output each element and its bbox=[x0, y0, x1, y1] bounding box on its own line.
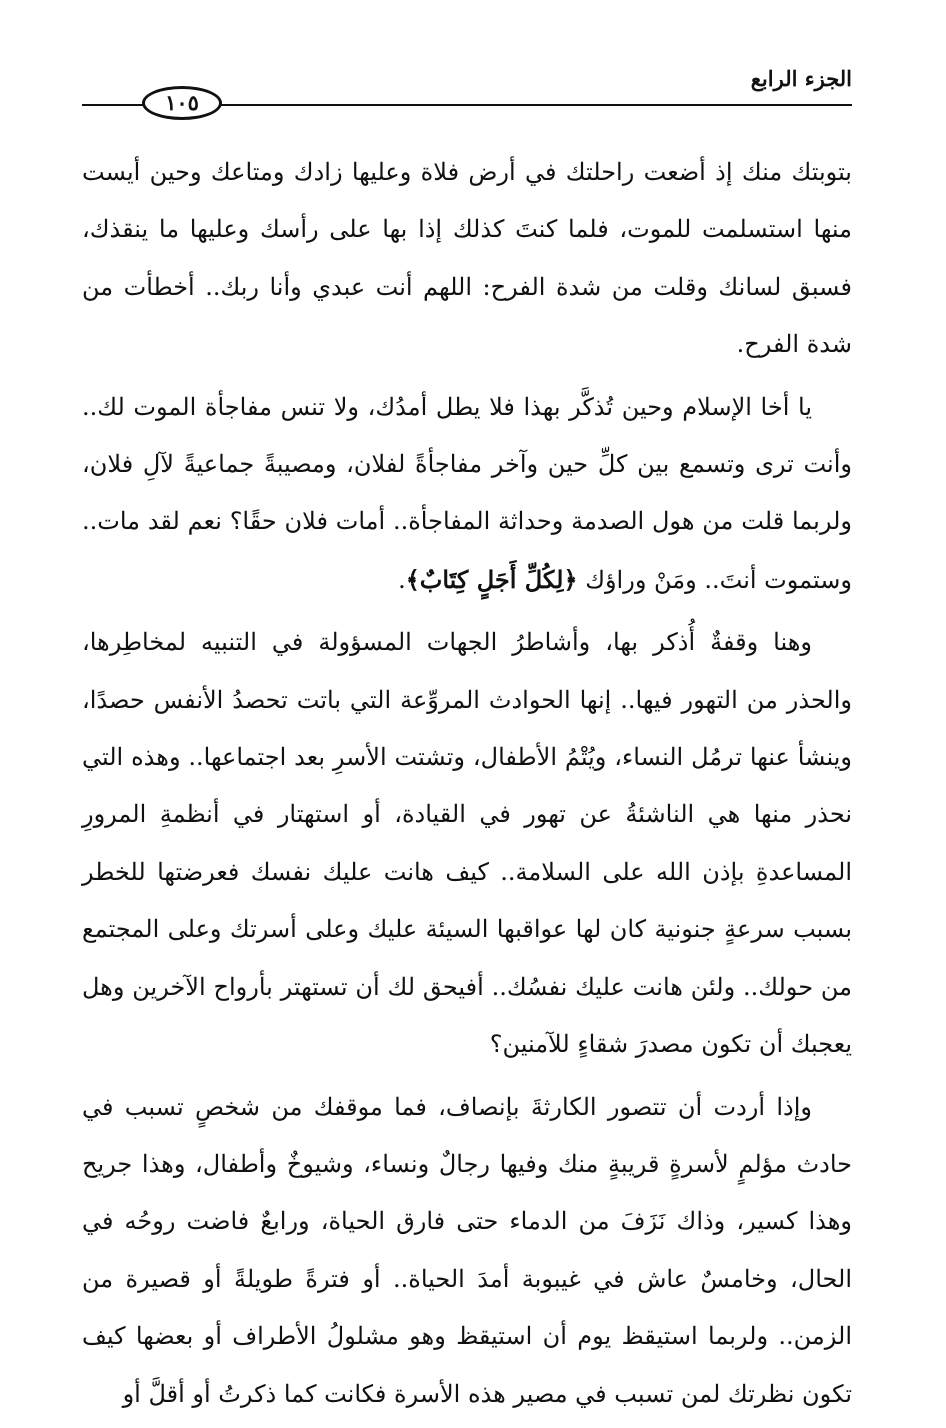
page-body bbox=[82, 144, 852, 1428]
paragraph-4 bbox=[82, 1079, 852, 1423]
paragraph-text: بتوبتك منك إذ أضعت راحلتك في أرض فلاة وعليها زادك ومتاعك وحين أيست منها استسلمت للموت، فلما كنتَ كذلك إذا بها على رأسك وعليها ما ينقذك، فسبق لسانك وقلت من شدة الفرح: اللهم أنت عبدي وأنا ربك.. أخطأت من شدة الفرح. bbox=[82, 158, 852, 359]
paragraph-2 bbox=[82, 379, 852, 610]
quran-verse: ﴿لِكُلِّ أَجَلٍ كِتَابٌ﴾ bbox=[405, 564, 578, 594]
paragraph-3 bbox=[82, 614, 852, 1073]
paragraph-end: . bbox=[398, 565, 406, 594]
paragraph-1 bbox=[82, 144, 852, 374]
page-number: ١٠٥ bbox=[142, 86, 222, 120]
page-header bbox=[82, 66, 852, 128]
paragraph-text: يا أخا الإسلام وحين تُذكَّر بهذا فلا يطل أمدُك، ولا تنس مفاجأة الموت لك.. وأنت ترى وتسمع بين كلِّ حين وآخر مفاجأةً لفلان، ومصيبةً جماعيةً لآلِ فلان، ولربما قلت من هول الصدمة وحداثة المفاجأة.. أمات فلان حقًا؟ نعم لقد مات.. وستموت أنتَ.. ومَنْ وراؤك bbox=[82, 392, 852, 594]
paragraph-text: وإذا أردت أن تتصور الكارثةَ بإنصاف، فما موقفك من شخصٍ تسبب في حادث مؤلمٍ لأسرةٍ قريبةٍ منك وفيها رجالٌ ونساء، وشيوخٌ وأطفال، وهذا جريح وهذا كسير، وذاك نَزَفَ من الدماء حتى فارق الحياة، ورابعٌ فاضت روحُه في الحال، وخامسٌ عاش في غيبوبة أمدَ الحياة.. أو فترةً طويلةً أو قصيرة من الزمن.. ولربما استيقظ يوم أن استيقظ وهو مشلولُ الأطراف أو بعضها كيف تكون نظرتك لمن تسبب في مصير هذه الأسرة فكانت كما ذكرتُ أو أقلَّ أو bbox=[82, 1092, 852, 1408]
running-title: الجزء الرابع bbox=[750, 66, 852, 91]
paragraph-text: وهنا وقفةٌ أُذكر بها، وأشاطرُ الجهات المسؤولة في التنبيه لمخاطِرها، والحذر من التهور فيها.. إنها الحوادث المروِّعة التي باتت تحصدُ الأنفس حصدًا، وينشأ عنها ترمُل النساء، ويُتْمُ الأطفال، وتشتت الأسرِ بعد اجتماعها.. وهذه التي نحذر منها هي الناشئةُ عن تهور في القيادة، أو استهتار في أنظمةِ المرورِ المساعدةِ بإذن الله على السلامة.. كيف هانت عليك نفسك فعرضتها للخطر بسبب سرعةٍ جنونية كان لها عواقبها السيئة عليك وعلى أسرتك وعلى المجتمع من حولك.. ولئن هانت عليك نفسُك.. أفيحق لك أن تستهتر بأرواح الآخرين وهل يعجبك أن تكون مصدرَ شقاءٍ للآمنين؟ bbox=[82, 628, 853, 1059]
